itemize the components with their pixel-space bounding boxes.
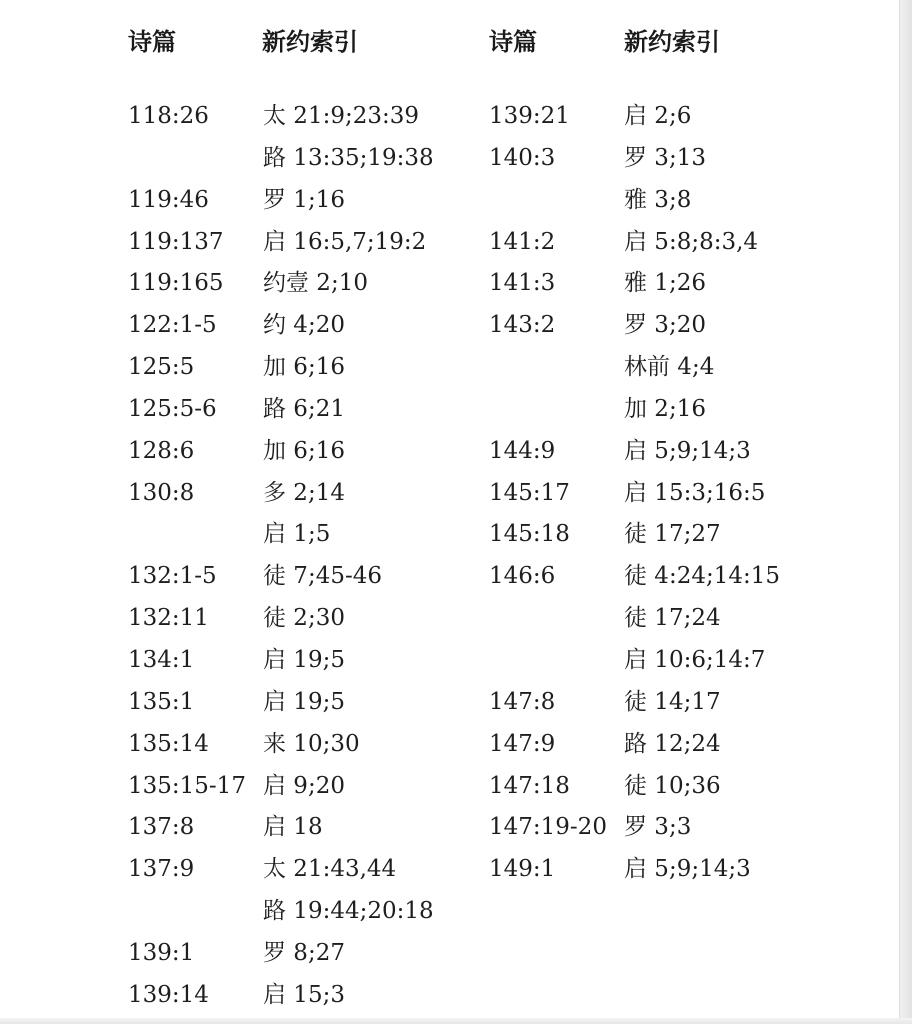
nt-reference: 启 2;6 <box>624 103 692 129</box>
left-index-row <box>128 431 488 473</box>
psalm-reference: 147:18 <box>489 772 570 799</box>
nt-reference: 启 18 <box>263 814 323 841</box>
psalm-reference: 125:5-6 <box>128 395 217 422</box>
right-index-row <box>489 180 849 222</box>
right-index-row <box>489 473 849 515</box>
psalm-reference: 130:8 <box>128 479 195 506</box>
right-index-row <box>489 514 849 556</box>
left-index-row <box>128 514 488 556</box>
right-index-row <box>489 556 849 598</box>
psalm-reference: 125:5 <box>128 354 195 381</box>
left-index-row <box>128 222 488 264</box>
left-index-row <box>128 766 488 808</box>
left-index-row <box>128 473 488 515</box>
psalm-reference: 132:11 <box>128 605 209 632</box>
psalm-reference: 135:14 <box>128 730 209 757</box>
right-index-row <box>489 766 849 808</box>
nt-reference: 启 19;5 <box>263 688 345 715</box>
nt-reference: 启 5:8;8:3,4 <box>624 228 759 255</box>
header-left-nt-index: 新约索引 <box>262 28 358 56</box>
nt-reference: 路 12;24 <box>624 730 721 757</box>
left-index-row <box>128 933 488 975</box>
nt-reference: 徒 4:24;14:15 <box>624 563 780 590</box>
psalm-reference: 139:1 <box>128 939 195 966</box>
right-index-row <box>489 682 849 724</box>
page-edge <box>899 0 912 1024</box>
nt-reference: 罗 8;27 <box>263 939 345 966</box>
nt-reference: 罗 3;20 <box>624 312 706 339</box>
nt-reference: 多 2;14 <box>263 479 345 506</box>
psalm-reference: 135:1 <box>128 688 195 715</box>
nt-reference: 徒 14;17 <box>624 688 721 715</box>
nt-reference: 启 5;9;14;3 <box>624 437 751 464</box>
left-index-row <box>128 556 488 598</box>
right-index-row <box>489 849 849 891</box>
right-index-row <box>489 724 849 766</box>
psalm-reference: 147:9 <box>489 730 556 757</box>
right-index-row <box>489 263 849 305</box>
nt-reference: 路 13:35;19:38 <box>263 144 434 171</box>
nt-reference: 加 6;16 <box>263 354 345 381</box>
psalm-reference: 119:137 <box>128 228 224 255</box>
psalm-reference: 128:6 <box>128 437 195 464</box>
nt-reference: 罗 1;16 <box>263 186 345 213</box>
nt-reference: 启 1;5 <box>263 521 331 548</box>
psalm-reference: 144:9 <box>489 437 556 464</box>
nt-reference: 徒 17;24 <box>624 605 721 632</box>
nt-reference: 启 19;5 <box>263 646 345 673</box>
psalm-reference: 145:17 <box>489 479 570 506</box>
right-index-column <box>489 96 849 891</box>
nt-reference: 徒 17;27 <box>624 521 721 548</box>
nt-reference: 路 19:44;20:18 <box>263 898 434 925</box>
nt-reference: 启 9;20 <box>263 772 345 799</box>
psalm-reference: 141:2 <box>489 228 556 255</box>
nt-reference: 约 4;20 <box>263 312 345 339</box>
left-index-row <box>128 682 488 724</box>
psalm-reference: 141:3 <box>489 270 556 297</box>
right-index-row <box>489 431 849 473</box>
right-index-row <box>489 96 849 138</box>
nt-reference: 约壹 2;10 <box>263 270 368 297</box>
nt-reference: 加 2;16 <box>624 395 706 422</box>
psalm-reference: 137:9 <box>128 856 195 883</box>
psalm-reference: 146:6 <box>489 563 556 590</box>
psalm-reference: 118:26 <box>128 103 209 129</box>
left-index-row <box>128 807 488 849</box>
header-left-psalm: 诗篇 <box>128 28 176 56</box>
right-index-row <box>489 389 849 431</box>
nt-reference: 加 6;16 <box>263 437 345 464</box>
psalm-reference: 140:3 <box>489 144 556 171</box>
right-index-row <box>489 138 849 180</box>
left-index-row <box>128 180 488 222</box>
right-index-row <box>489 807 849 849</box>
nt-reference: 路 6;21 <box>263 395 345 422</box>
left-index-row <box>128 724 488 766</box>
left-index-row <box>128 640 488 682</box>
psalm-reference: 149:1 <box>489 856 556 883</box>
psalm-reference: 135:15-17 <box>128 772 246 799</box>
left-index-row <box>128 263 488 305</box>
left-index-row <box>128 389 488 431</box>
page-bottom-edge <box>0 1018 912 1024</box>
right-index-row <box>489 598 849 640</box>
nt-reference: 林前 4;4 <box>624 354 715 381</box>
left-index-row <box>128 598 488 640</box>
nt-reference: 罗 3;3 <box>624 814 692 841</box>
left-index-row <box>128 849 488 891</box>
psalm-reference: 147:8 <box>489 688 556 715</box>
nt-reference: 启 15:3;16:5 <box>624 479 766 506</box>
psalm-reference: 119:46 <box>128 186 209 213</box>
nt-reference: 太 21:43,44 <box>263 856 397 883</box>
nt-reference: 启 16:5,7;19:2 <box>263 228 427 255</box>
right-index-row <box>489 222 849 264</box>
left-index-row <box>128 138 488 180</box>
nt-reference: 徒 7;45-46 <box>263 563 382 590</box>
left-index-row <box>128 347 488 389</box>
nt-reference: 太 21:9;23:39 <box>263 103 419 129</box>
right-index-row <box>489 347 849 389</box>
left-index-row <box>128 305 488 347</box>
nt-reference: 来 10;30 <box>263 730 360 757</box>
left-index-column <box>128 96 488 1017</box>
psalm-reference: 119:165 <box>128 270 224 297</box>
psalm-reference: 137:8 <box>128 814 195 841</box>
header-right-psalm: 诗篇 <box>489 28 537 56</box>
left-index-row <box>128 891 488 933</box>
psalm-reference: 122:1-5 <box>128 312 217 339</box>
nt-reference: 罗 3;13 <box>624 144 706 171</box>
right-index-row <box>489 640 849 682</box>
psalm-reference: 139:21 <box>489 103 570 129</box>
psalm-reference: 145:18 <box>489 521 570 548</box>
nt-reference: 启 10:6;14:7 <box>624 646 766 673</box>
psalm-reference: 134:1 <box>128 646 195 673</box>
psalm-reference: 132:1-5 <box>128 563 217 590</box>
nt-reference: 徒 10;36 <box>624 772 721 799</box>
header-right-nt-index: 新约索引 <box>624 28 720 56</box>
right-index-row <box>489 305 849 347</box>
nt-reference: 徒 2;30 <box>263 605 345 632</box>
left-index-row <box>128 975 488 1017</box>
nt-reference: 启 15;3 <box>263 981 345 1008</box>
psalm-reference: 147:19-20 <box>489 814 607 841</box>
nt-reference: 雅 1;26 <box>624 270 706 297</box>
psalm-reference: 139:14 <box>128 981 209 1008</box>
nt-reference: 启 5;9;14;3 <box>624 856 751 883</box>
left-index-row <box>128 96 488 138</box>
psalm-reference: 143:2 <box>489 312 556 339</box>
nt-reference: 雅 3;8 <box>624 186 692 213</box>
